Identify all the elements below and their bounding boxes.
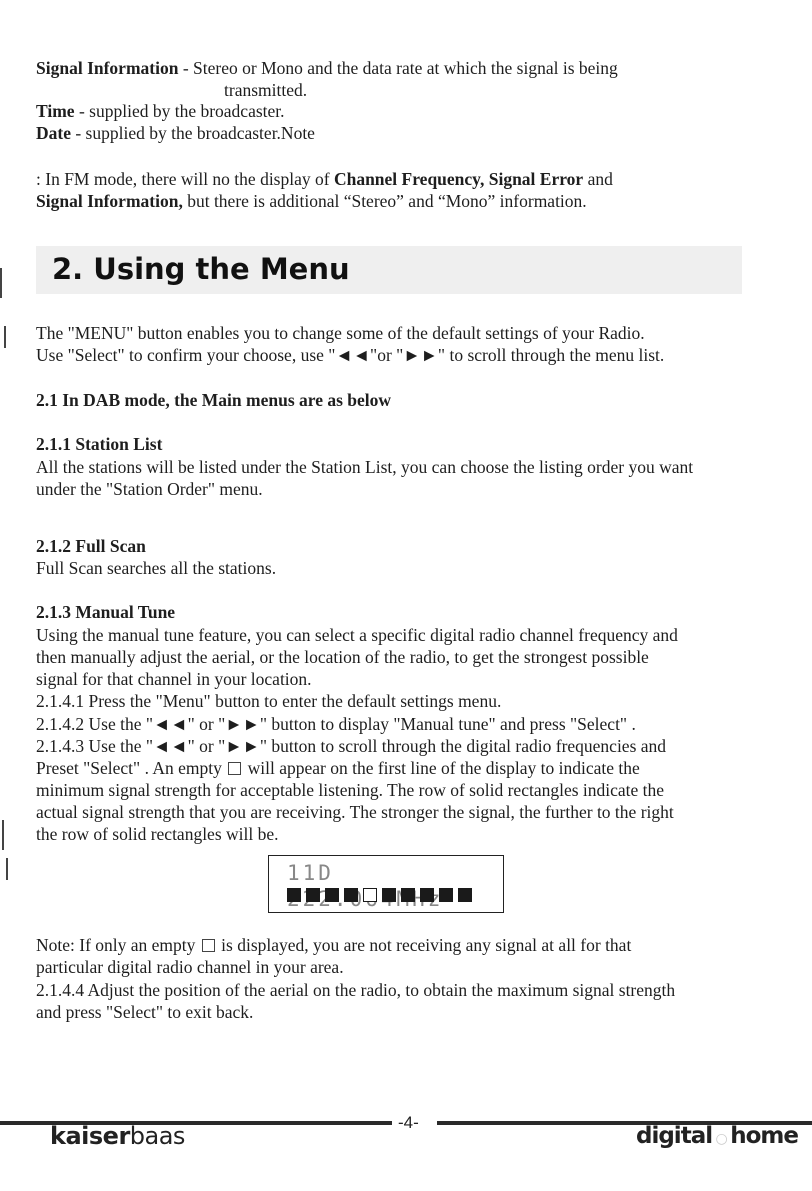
logo-text-digital: digital [636, 1123, 713, 1149]
manual-tune-step: 2.1.4.3 Use the "◄◄" or "►►" button to scroll through the digital radio frequencies and [36, 736, 667, 756]
edge-mark [4, 326, 6, 348]
time-term: Time [36, 101, 75, 121]
manual-tune-line [36, 757, 781, 779]
signal-block-filled [401, 888, 415, 902]
signal-info-desc-cont: transmitted. [224, 80, 308, 100]
note-text: is displayed, you are not receiving any signal at all for that [221, 935, 632, 955]
logo-separator: ○ [712, 1131, 731, 1147]
signal-info-term: Signal Information [36, 58, 179, 78]
lcd-display [268, 855, 504, 913]
fm-note-text: and [583, 169, 613, 189]
note-line1 [36, 934, 781, 956]
lcd-frequency-text: 11D [287, 861, 334, 885]
manual-tune-step: 2.1.4.1 Press the "Menu" button to enter the default settings menu. [36, 691, 502, 711]
manual-tune-line: minimum signal strength for acceptable listening. The row of solid rectangles indicate the [36, 780, 665, 800]
time-desc: - supplied by the broadcaster. [78, 101, 285, 121]
manual-tune-line: Using the manual tune feature, you can select a specific digital radio channel frequency and [36, 625, 678, 645]
fm-note-text: : In FM mode, there will no the display of [36, 169, 334, 189]
signal-block-filled [420, 888, 434, 902]
note-line2: particular digital radio channel in your area. [36, 957, 344, 977]
page-number: -4- [398, 1113, 419, 1132]
time-definition [36, 100, 781, 122]
empty-square-icon [202, 939, 215, 952]
fm-note-text: but there is additional “Stereo” and “Mono” information. [182, 191, 587, 211]
note-text: Note: If only an empty [36, 935, 196, 955]
fm-note-bold: Channel Frequency, Signal Error [333, 169, 584, 189]
note-line3: 2.1.4.4 Adjust the position of the aerial on the radio, to obtain the maximum signal strength [36, 980, 676, 1000]
manual-tune-line: actual signal strength that you are receiving. The stronger the signal, the further to the right [36, 802, 674, 822]
kaiserbaas-logo [50, 1122, 185, 1150]
full-scan-title: 2.1.2 Full Scan [36, 536, 146, 556]
note-line4: and press "Select" to exit back. [36, 1002, 254, 1022]
manual-tune-line: then manually adjust the aerial, or the location of the radio, to get the strongest possible [36, 647, 649, 667]
manual-tune-text: Preset "Select" . An empty [36, 758, 222, 778]
intro-line1: The "MENU" button enables you to change some of the default settings of your Radio. [36, 323, 645, 343]
manual-tune-title: 2.1.3 Manual Tune [36, 602, 176, 622]
full-scan-line1: Full Scan searches all the stations. [36, 558, 277, 578]
fm-note-line2 [36, 190, 781, 212]
station-list-line2: under the "Station Order" menu. [36, 479, 263, 499]
date-desc: - supplied by the broadcaster.Note [75, 123, 315, 143]
manual-tune-step: 2.1.4.2 Use the "◄◄" or "►►" button to display "Manual tune" and press "Select" . [36, 714, 636, 734]
intro-line2: Use "Select" to confirm your choose, use "◄◄"or "►►" to scroll through the menu list. [36, 345, 665, 365]
signal-info-desc: - Stereo or Mono and the data rate at which the signal is being [182, 58, 618, 78]
signal-strength-bar [287, 888, 472, 902]
edge-mark [2, 820, 4, 850]
signal-block-filled [325, 888, 339, 902]
signal-block-empty [363, 888, 377, 902]
dab-heading: 2.1 In DAB mode, the Main menus are as below [36, 390, 392, 410]
date-term: Date [36, 123, 71, 143]
station-list-line1: All the stations will be listed under the Station List, you can choose the listing order you want [36, 457, 694, 477]
logo-text-bold: kaiser [50, 1122, 130, 1150]
signal-block-filled [306, 888, 320, 902]
manual-tune-line: signal for that channel in your location. [36, 669, 312, 689]
fm-note-line1 [36, 168, 781, 190]
edge-mark [6, 858, 8, 880]
fm-note-bold: Signal Information, [36, 191, 183, 211]
edge-mark [0, 268, 2, 298]
signal-block-filled [382, 888, 396, 902]
manual-tune-text: will appear on the first line of the display to indicate the [247, 758, 640, 778]
logo-text-home: home [730, 1123, 798, 1149]
signal-block-filled [287, 888, 301, 902]
digital-home-logo [636, 1125, 798, 1150]
signal-block-filled [458, 888, 472, 902]
logo-text-light: baas [129, 1122, 185, 1150]
signal-info-definition [36, 57, 781, 79]
date-definition [36, 122, 781, 144]
empty-square-icon [228, 762, 241, 775]
station-list-title: 2.1.1 Station List [36, 434, 163, 454]
signal-block-filled [344, 888, 358, 902]
manual-tune-line: the row of solid rectangles will be. [36, 824, 279, 844]
signal-block-filled [439, 888, 453, 902]
section-heading: 2. Using the Menu [52, 252, 350, 286]
